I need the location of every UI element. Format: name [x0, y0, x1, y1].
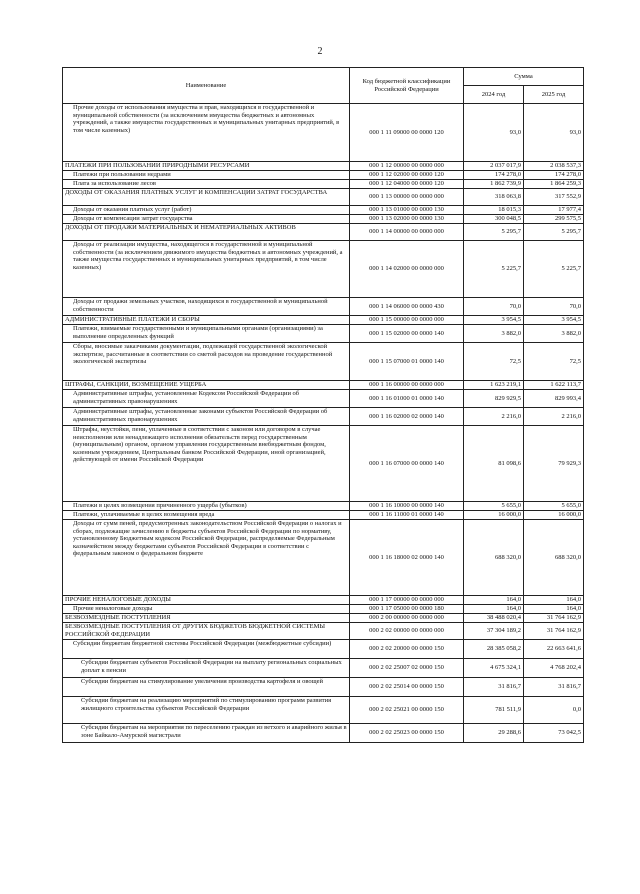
row-amount-2024: 18 015,3 — [464, 206, 524, 215]
row-amount-2024: 72,5 — [464, 343, 524, 381]
row-name: Прочие неналоговые доходы — [63, 605, 350, 614]
row-name: Прочие доходы от использования имущества и прав, находящихся в государственной и муниципальной собственности (за исключением имущества бюджетных и автономных учреждений, а также имущества государственных и муниципальных унитарных предприятий, в том числе казенных) — [63, 104, 350, 162]
row-name: Сборы, вносимые заказчиками документации, подлежащей государственной экологической экспертизе, рассчитанные в соответствии со сметой расходов на проведение государственной экологической экспертизы — [63, 343, 350, 381]
row-amount-2024: 3 954,5 — [464, 316, 524, 325]
row-amount-2024: 164,0 — [464, 596, 524, 605]
row-code: 000 1 14 00000 00 0000 000 — [350, 224, 464, 241]
row-code: 000 1 15 00000 00 0000 000 — [350, 316, 464, 325]
row-code: 000 1 12 04000 00 0000 120 — [350, 180, 464, 189]
budget-table — [62, 67, 584, 743]
row-amount-2025: 829 993,4 — [524, 390, 584, 408]
row-amount-2025: 70,0 — [524, 298, 584, 316]
row-name: БЕЗВОЗМЕЗДНЫЕ ПОСТУПЛЕНИЯ ОТ ДРУГИХ БЮДЖЕТОВ БЮДЖЕТНОЙ СИСТЕМЫ РОССИЙСКОЙ ФЕДЕРАЦИИ — [63, 623, 350, 640]
row-code: 000 2 02 25021 00 0000 150 — [350, 697, 464, 724]
row-amount-2025: 5 655,0 — [524, 502, 584, 511]
row-name: Плата за использование лесов — [63, 180, 350, 189]
table-row — [63, 325, 584, 343]
row-name: АДМИНИСТРАТИВНЫЕ ПЛАТЕЖИ И СБОРЫ — [63, 316, 350, 325]
row-amount-2025: 93,0 — [524, 104, 584, 162]
row-code: 000 1 16 07000 00 0000 140 — [350, 426, 464, 502]
row-code: 000 2 02 00000 00 0000 000 — [350, 623, 464, 640]
row-amount-2024: 38 488 020,4 — [464, 614, 524, 623]
row-code: 000 1 12 02000 00 0000 120 — [350, 171, 464, 180]
row-amount-2025: 22 663 641,6 — [524, 640, 584, 659]
row-code: 000 1 11 09000 00 0000 120 — [350, 104, 464, 162]
row-amount-2024: 70,0 — [464, 298, 524, 316]
row-name: Доходы от реализации имущества, находящегося в государственной и муниципальной собственности (за исключением движимого имущества бюджетных и автономных учреждений, а также имущества государственных и муниципальных унитарных предприятий, в том числе казенных) — [63, 241, 350, 298]
page-number: 2 — [317, 46, 323, 57]
row-amount-2025: 31 764 162,9 — [524, 623, 584, 640]
table-row — [63, 697, 584, 724]
row-amount-2025: 1 622 113,7 — [524, 381, 584, 390]
row-amount-2025: 72,5 — [524, 343, 584, 381]
table-row — [63, 206, 584, 215]
table-row — [63, 640, 584, 659]
table-row — [63, 596, 584, 605]
row-amount-2025: 2 038 537,3 — [524, 162, 584, 171]
table-row — [63, 426, 584, 502]
row-amount-2025: 79 929,3 — [524, 426, 584, 502]
row-code: 000 1 12 00000 00 0000 000 — [350, 162, 464, 171]
row-amount-2024: 29 288,6 — [464, 724, 524, 743]
header-year-2025: 2025 год — [524, 86, 584, 104]
row-name: Доходы от компенсации затрат государства — [63, 215, 350, 224]
row-name: Платежи в целях возмещения причиненного ущерба (убытков) — [63, 502, 350, 511]
row-amount-2024: 28 385 058,2 — [464, 640, 524, 659]
row-code: 000 2 02 25014 00 0000 150 — [350, 678, 464, 697]
table-row — [63, 224, 584, 241]
row-amount-2024: 16 000,0 — [464, 511, 524, 520]
row-amount-2025: 5 225,7 — [524, 241, 584, 298]
row-code: 000 1 16 10000 00 0000 140 — [350, 502, 464, 511]
row-amount-2024: 4 675 324,1 — [464, 659, 524, 678]
row-amount-2025: 2 216,0 — [524, 408, 584, 426]
row-amount-2024: 318 063,8 — [464, 189, 524, 206]
row-amount-2025: 31 816,7 — [524, 678, 584, 697]
row-amount-2025: 164,0 — [524, 605, 584, 614]
row-amount-2024: 5 655,0 — [464, 502, 524, 511]
row-amount-2024: 5 295,7 — [464, 224, 524, 241]
row-amount-2025: 317 552,9 — [524, 189, 584, 206]
row-amount-2024: 31 816,7 — [464, 678, 524, 697]
row-code: 000 1 17 00000 00 0000 000 — [350, 596, 464, 605]
row-name: Платежи, уплачиваемые в целях возмещения вреда — [63, 511, 350, 520]
row-amount-2025: 3 882,0 — [524, 325, 584, 343]
table-row — [63, 162, 584, 171]
row-amount-2024: 781 511,9 — [464, 697, 524, 724]
row-code: 000 2 02 20000 00 0000 150 — [350, 640, 464, 659]
row-code: 000 1 14 06000 00 0000 430 — [350, 298, 464, 316]
row-code: 000 1 16 01000 01 0000 140 — [350, 390, 464, 408]
row-code: 000 1 13 02000 00 0000 130 — [350, 215, 464, 224]
table-row — [63, 180, 584, 189]
row-name: Платежи, взимаемые государственными и муниципальными органами (организациями) за выполнение определенных функций — [63, 325, 350, 343]
row-amount-2024: 2 216,0 — [464, 408, 524, 426]
table-row — [63, 343, 584, 381]
table-row — [63, 316, 584, 325]
row-code: 000 1 16 11000 01 0000 140 — [350, 511, 464, 520]
row-name: БЕЗВОЗМЕЗДНЫЕ ПОСТУПЛЕНИЯ — [63, 614, 350, 623]
row-amount-2024: 37 304 189,2 — [464, 623, 524, 640]
table-row — [63, 659, 584, 678]
row-name: Доходы от продажи земельных участков, находящихся в государственной и муниципальной собственности — [63, 298, 350, 316]
header-year-2024: 2024 год — [464, 86, 524, 104]
row-name: Субсидии бюджетам бюджетной системы Российской Федерации (межбюджетные субсидии) — [63, 640, 350, 659]
row-name: Субсидии бюджетам на мероприятия по переселению граждан из ветхого и аварийного жилья в зоне Байкало-Амурской магистрали — [63, 724, 350, 743]
row-code: 000 2 02 25023 00 0000 150 — [350, 724, 464, 743]
row-name: ДОХОДЫ ОТ ОКАЗАНИЯ ПЛАТНЫХ УСЛУГ И КОМПЕНСАЦИИ ЗАТРАТ ГОСУДАРСТВА — [63, 189, 350, 206]
row-amount-2025: 16 000,0 — [524, 511, 584, 520]
row-code: 000 2 02 25007 02 0000 150 — [350, 659, 464, 678]
table-row — [63, 189, 584, 206]
row-amount-2024: 5 225,7 — [464, 241, 524, 298]
header-sum: Сумма — [464, 68, 584, 86]
row-amount-2025: 0,0 — [524, 697, 584, 724]
table-row — [63, 104, 584, 162]
row-name: Субсидии бюджетам на стимулирование увеличения производства картофеля и овощей — [63, 678, 350, 697]
row-amount-2025: 4 768 202,4 — [524, 659, 584, 678]
table-row — [63, 408, 584, 426]
table-row — [63, 502, 584, 511]
row-code: 000 1 16 02000 02 0000 140 — [350, 408, 464, 426]
row-amount-2025: 299 575,5 — [524, 215, 584, 224]
row-amount-2024: 3 882,0 — [464, 325, 524, 343]
table-row — [63, 724, 584, 743]
row-amount-2024: 93,0 — [464, 104, 524, 162]
row-amount-2025: 174 278,0 — [524, 171, 584, 180]
row-code: 000 1 15 02000 00 0000 140 — [350, 325, 464, 343]
table-row — [63, 511, 584, 520]
row-name: Доходы от оказания платных услуг (работ) — [63, 206, 350, 215]
row-amount-2025: 17 977,4 — [524, 206, 584, 215]
row-amount-2025: 1 864 259,3 — [524, 180, 584, 189]
row-code: 000 1 15 07000 01 0000 140 — [350, 343, 464, 381]
table-row — [63, 171, 584, 180]
header-code: Код бюджетной классификации Российской Федерации — [350, 68, 464, 104]
row-amount-2025: 164,0 — [524, 596, 584, 605]
row-amount-2024: 688 320,0 — [464, 520, 524, 596]
table-row — [63, 381, 584, 390]
table-row — [63, 390, 584, 408]
row-name: Платежи при пользовании недрами — [63, 171, 350, 180]
row-amount-2024: 164,0 — [464, 605, 524, 614]
row-code: 000 1 13 00000 00 0000 000 — [350, 189, 464, 206]
row-name: Административные штрафы, установленные законами субъектов Российской Федерации об административных правонарушениях — [63, 408, 350, 426]
table-row — [63, 241, 584, 298]
row-amount-2024: 300 048,5 — [464, 215, 524, 224]
row-amount-2025: 73 042,5 — [524, 724, 584, 743]
row-code: 000 1 16 18000 02 0000 140 — [350, 520, 464, 596]
row-amount-2024: 81 098,6 — [464, 426, 524, 502]
row-amount-2025: 688 320,0 — [524, 520, 584, 596]
row-name: Административные штрафы, установленные Кодексом Российской Федерации об административных правонарушениях — [63, 390, 350, 408]
table-row — [63, 520, 584, 596]
row-amount-2024: 1 623 219,1 — [464, 381, 524, 390]
row-amount-2025: 3 954,5 — [524, 316, 584, 325]
row-name: Субсидии бюджетам субъектов Российской Федерации на выплату региональных социальных доплат к пенсии — [63, 659, 350, 678]
row-name: Доходы от сумм пеней, предусмотренных законодательством Российской Федерации о налогах и сборах, подлежащие зачислению в бюджеты субъектов Российской Федерации по нормативу, установленному Бюджетным кодексом Российской Федерации, распределяемые Федеральным казначейством между бюджетами субъектов Российской Федерации в соответствии с федеральным законом о федеральном бюджете — [63, 520, 350, 596]
table-row — [63, 215, 584, 224]
row-name: ПРОЧИЕ НЕНАЛОГОВЫЕ ДОХОДЫ — [63, 596, 350, 605]
row-amount-2025: 5 295,7 — [524, 224, 584, 241]
row-name: Штрафы, неустойки, пени, уплаченные в соответствии с законом или договором в случае неисполнения или ненадлежащего исполнения обязательств перед государственным (муниципальным) органом, органом управления государственным внебюджетным фондом, казенным учреждением, Центральным банком Российской Федерации, иной организацией, действующей от имени Российской Федерации — [63, 426, 350, 502]
table-row — [63, 298, 584, 316]
table-body — [63, 104, 584, 743]
header-name: Наименование — [63, 68, 350, 104]
row-code: 000 1 14 02000 00 0000 000 — [350, 241, 464, 298]
row-amount-2024: 1 862 739,9 — [464, 180, 524, 189]
row-code: 000 2 00 00000 00 0000 000 — [350, 614, 464, 623]
row-name: ШТРАФЫ, САНКЦИИ, ВОЗМЕЩЕНИЕ УЩЕРБА — [63, 381, 350, 390]
row-code: 000 1 13 01000 00 0000 130 — [350, 206, 464, 215]
row-amount-2025: 31 764 162,9 — [524, 614, 584, 623]
row-code: 000 1 17 05000 00 0000 180 — [350, 605, 464, 614]
row-name: Субсидии бюджетам на реализацию мероприятий по стимулированию программ развития жилищного строительства субъектов Российской Федерации — [63, 697, 350, 724]
row-code: 000 1 16 00000 00 0000 000 — [350, 381, 464, 390]
row-name: ДОХОДЫ ОТ ПРОДАЖИ МАТЕРИАЛЬНЫХ И НЕМАТЕРИАЛЬНЫХ АКТИВОВ — [63, 224, 350, 241]
table-row — [63, 614, 584, 623]
table-row — [63, 605, 584, 614]
row-amount-2024: 2 037 017,9 — [464, 162, 524, 171]
row-amount-2024: 174 278,0 — [464, 171, 524, 180]
row-amount-2024: 829 929,5 — [464, 390, 524, 408]
table-row — [63, 623, 584, 640]
row-name: ПЛАТЕЖИ ПРИ ПОЛЬЗОВАНИИ ПРИРОДНЫМИ РЕСУРСАМИ — [63, 162, 350, 171]
table-row — [63, 678, 584, 697]
